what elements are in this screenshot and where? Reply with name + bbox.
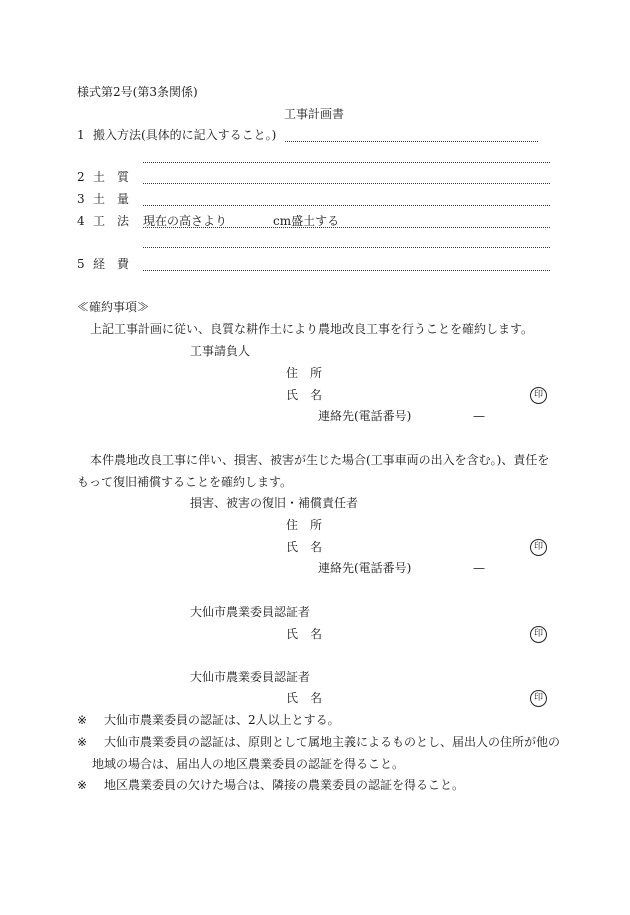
contractor-name-label: 氏 名: [286, 388, 323, 402]
certifier-1-name-label: 氏 名: [286, 627, 323, 641]
item-1-line-2[interactable]: [143, 162, 550, 163]
note-3-mark: ※: [77, 778, 88, 792]
document-title: 工事計画書: [284, 107, 345, 121]
item-5-number: 5: [77, 257, 85, 271]
note-2-text-line-1: 大仙市農業委員の認証は、原則として属地主義によるものとし、届出人の住所が他の: [104, 735, 561, 749]
contractor-address-label: 住 所: [286, 366, 323, 380]
item-3-number: 3: [77, 192, 85, 206]
item-5-line[interactable]: [143, 270, 550, 271]
item-4-text-b: cm盛土する: [273, 214, 340, 228]
certifier-1-title: 大仙市農業委員認証者: [190, 605, 311, 619]
note-1-mark: ※: [77, 713, 88, 727]
note-1-text: 大仙市農業委員の認証は、2人以上とする。: [104, 713, 340, 727]
item-5-label: 経 費: [93, 257, 130, 271]
item-3-label: 土 量: [93, 192, 130, 206]
pledge-heading: ≪確約事項≫: [77, 300, 150, 314]
note-2-mark: ※: [77, 735, 88, 749]
certifier-2-name-label: 氏 名: [286, 691, 323, 705]
item-4-text-a: 現在の高さより: [143, 214, 228, 228]
contractor-seal: 印: [530, 387, 547, 404]
item-3-line[interactable]: [143, 205, 550, 206]
item-4-line[interactable]: [143, 227, 550, 228]
certifier-2-title: 大仙市農業委員認証者: [190, 670, 311, 684]
item-2-line[interactable]: [143, 183, 550, 184]
restoration-text-line-1: 本件農地改良工事に伴い、損害、被害が生じた場合(工事車両の出入を含む。)、責任を: [90, 453, 550, 467]
contractor-title: 工事請負人: [190, 344, 251, 358]
certifier-2-seal: 印: [530, 690, 547, 707]
certifier-1-seal: 印: [530, 626, 547, 643]
item-4-number: 4: [77, 214, 85, 228]
restoration-text-line-2: もって復旧補償することを確約します。: [77, 475, 293, 489]
form-number: 様式第2号(第3条関係): [77, 85, 198, 99]
item-1-number: 1: [77, 128, 85, 142]
item-1-line[interactable]: [285, 141, 538, 142]
item-2-number: 2: [77, 170, 85, 184]
responsible-seal: 印: [530, 539, 547, 556]
item-4-label: 工 法: [93, 214, 130, 228]
responsible-address-label: 住 所: [286, 518, 323, 532]
note-2-text-line-2: 地域の場合は、届出人の地区農業委員の認証を得ること。: [92, 757, 405, 771]
item-2-label: 土 質: [93, 170, 130, 184]
pledge-text: 上記工事計画に従い、良質な耕作土により農地改良工事を行うことを確約します。: [90, 322, 534, 336]
item-1-label: 搬入方法(具体的に記入すること。): [93, 128, 277, 142]
note-3-text: 地区農業委員の欠けた場合は、隣接の農業委員の認証を得ること。: [104, 778, 465, 792]
responsible-title: 損害、被害の復旧・補償責任者: [190, 496, 359, 510]
responsible-contact-dash: —: [473, 561, 485, 575]
contractor-contact-label: 連絡先(電話番号): [318, 409, 412, 423]
contractor-contact-dash: —: [473, 409, 485, 423]
responsible-contact-label: 連絡先(電話番号): [318, 561, 412, 575]
responsible-name-label: 氏 名: [286, 540, 323, 554]
item-4-line-2[interactable]: [143, 247, 550, 248]
